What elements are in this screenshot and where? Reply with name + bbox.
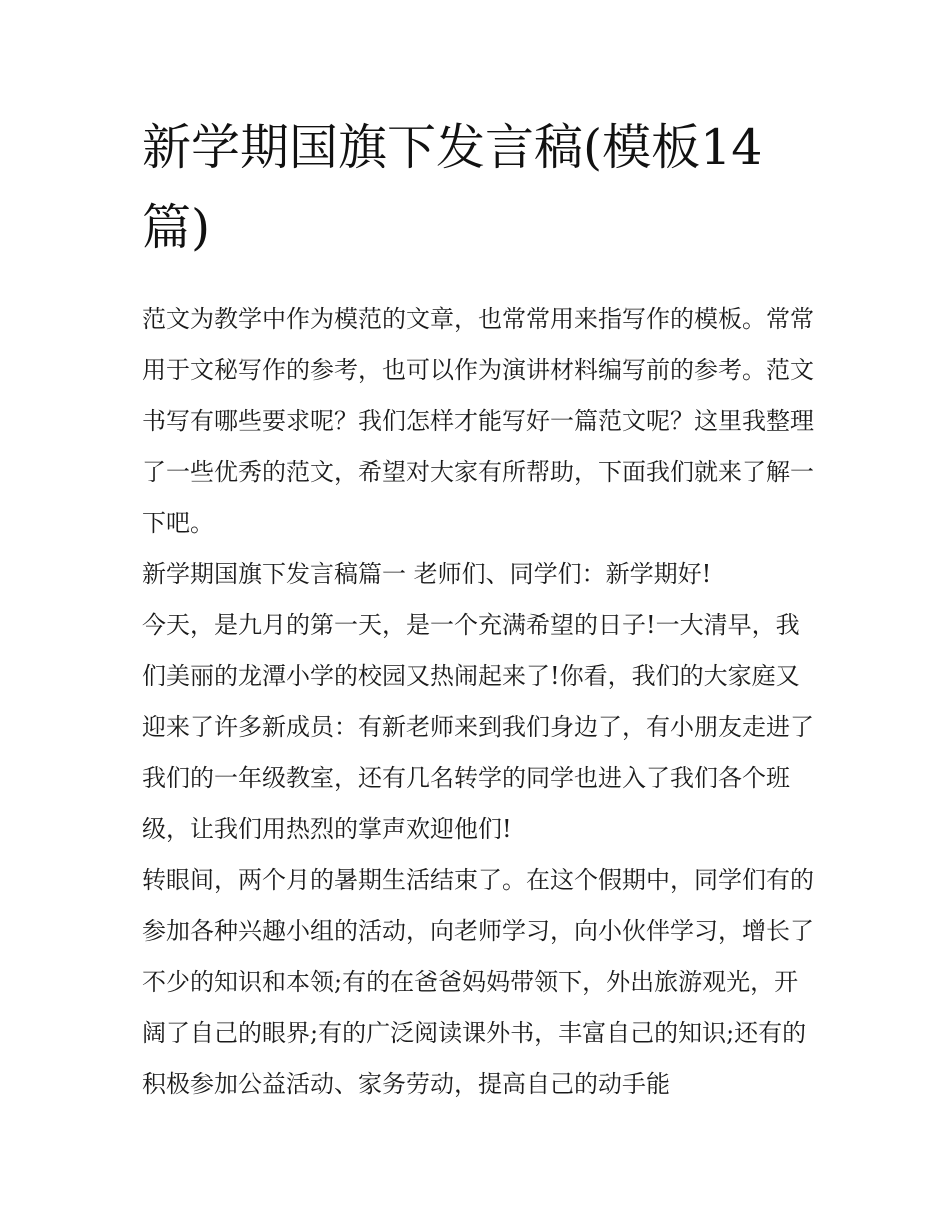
- paragraph-summer: 转眼间，两个月的暑期生活结束了。在这个假期中，同学们有的参加各种兴趣小组的活动，向老师学习，向小伙伴学习，增长了不少的知识和本领;有的在爸爸妈妈带领下，外出旅游观光，开阔了自己的眼界;有的广泛阅读课外书，丰富自己的知识;还有的积极参加公益活动、家务劳动，提高自己的动手能: [142, 866, 814, 1098]
- document-content: [142, 108, 814, 1110]
- document-body: [142, 294, 814, 1110]
- paragraph-intro: 范文为教学中作为模范的文章，也常常用来指写作的模板。常常用于文秘写作的参考，也可以作为演讲材料编写前的参考。范文书写有哪些要求呢？我们怎样才能写好一篇范文呢？这里我整理了一些优秀的范文，希望对大家有所帮助，下面我们就来了解一下吧。: [142, 305, 814, 537]
- document-title: 新学期国旗下发言稿(模板14篇): [142, 119, 763, 256]
- paragraph-first-day: 今天，是九月的第一天，是一个充满希望的日子!一大清早，我们美丽的龙潭小学的校园又热闹起来了!你看，我们的大家庭又迎来了许多新成员：有新老师来到我们身边了，有小朋友走进了我们的一年级教室，还有几名转学的同学也进入了我们各个班级，让我们用热烈的掌声欢迎他们!: [142, 611, 814, 843]
- paragraph-greeting: 新学期国旗下发言稿篇一 老师们、同学们：新学期好!: [142, 560, 712, 588]
